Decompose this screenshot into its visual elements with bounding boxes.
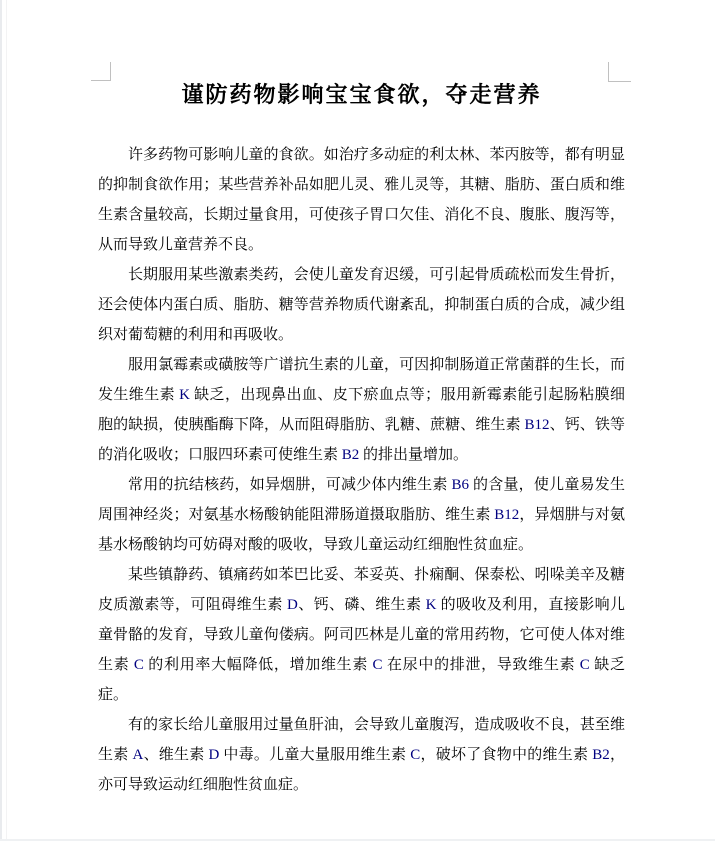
page-left-edge-strip [0, 0, 2, 841]
paragraph [98, 140, 625, 260]
document-content [98, 0, 625, 800]
cjk-text-run: 、维生素 [143, 747, 209, 763]
latin-text-run: D [208, 747, 220, 763]
latin-text-run: D [286, 597, 298, 613]
cjk-text-run: ，破坏了食物中的维生素 [420, 747, 593, 763]
cjk-text-run: 、钙、铁等的消化吸收；口服四环素可使维生素 [98, 417, 625, 463]
paragraph [98, 350, 625, 470]
cjk-text-run: 有的家长给儿童服用过量鱼肝油，会导致儿童腹泻，造成吸收不良，甚至维生素 [98, 717, 625, 763]
latin-text-run: B12 [524, 417, 550, 433]
cjk-text-run: ，亦可导致运动红细胞性贫血症。 [98, 747, 625, 793]
cjk-text-run: 长期服用某些激素类药，会使儿童发育迟缓，可引起骨质疏松而发生骨折，还会使体内蛋白质、脂肪、糖等营养物质代谢紊乱，抑制蛋白质的合成，减少组织对葡萄糖的利用和再吸收。 [98, 267, 625, 343]
cjk-text-run: 、钙、磷、维生素 [297, 597, 426, 613]
latin-text-run: K [179, 387, 190, 403]
paragraph [98, 560, 625, 710]
cjk-text-run: 服用氯霉素或磺胺等广谱抗生素的儿童，可因抑制肠道正常菌群的生长，而发生维生素 [98, 357, 625, 403]
cjk-text-run: 常用的抗结核药，如异烟肼，可减少体内维生素 [128, 477, 452, 493]
latin-text-run: K [425, 597, 437, 613]
paragraph [98, 470, 625, 560]
latin-text-run: B6 [451, 477, 470, 493]
cjk-text-run: 许多药物可影响儿童的食欲。如治疗多动症的利太林、苯丙胺等，都有明显的抑制食欲作用；某些营养补品如肥儿灵、雅儿灵等，其糖、脂肪、蛋白质和维生素含量较高，长期过量食用，可使孩子胃口欠佳、消化不良、腹胀、腹泻等，从而导致儿童营养不良。 [98, 147, 625, 253]
latin-text-run: C [410, 747, 421, 763]
cjk-text-run: 的利用率大幅降低，增加维生素 [143, 657, 373, 673]
cjk-text-run: 的排出量增加。 [359, 447, 469, 463]
cjk-text-run: 的吸收及利用，直接影响儿童骨骼的发育，导致儿童佝偻病。阿司匹林是儿童的常用药物，它可使人体对维生素 [98, 597, 625, 673]
document-title: 谨防药物影响宝宝食欲，夺走营养 [181, 82, 542, 107]
latin-text-run: C [372, 657, 383, 673]
latin-text-run: A [132, 747, 144, 763]
latin-text-run: C [579, 657, 590, 673]
cjk-text-run: 的含量，使儿童易发生周围神经炎；对氨基水杨酸钠能阻滞肠道摄取脂肪、维生素 [98, 477, 625, 523]
cjk-text-run: 中毒。儿童大量服用维生素 [219, 747, 411, 763]
latin-text-run: C [133, 657, 144, 673]
latin-text-run: B2 [341, 447, 360, 463]
latin-text-run: B2 [592, 747, 610, 763]
paragraph [98, 710, 625, 800]
cjk-text-run: 某些镇静药、镇痛药如苯巴比妥、苯妥英、扑痫酮、保泰松、吲哚美辛及糖皮质激素等，可阻碍维生素 [98, 567, 625, 613]
paragraph [98, 260, 625, 350]
cjk-text-run: 缺乏症。 [98, 657, 625, 703]
document-body [98, 140, 625, 800]
latin-text-run: B12 [494, 507, 520, 523]
page-left-border-line [6, 0, 7, 841]
cjk-text-run: 在尿中的排泄，导致维生素 [382, 657, 580, 673]
cjk-text-run: 缺乏，出现鼻出血、皮下瘀血点等；服用新霉素能引起肠粘膜细胞的缺损，使胰酯酶下降，从而阻碍脂肪、乳糖、蔗糖、维生素 [98, 387, 625, 433]
cjk-text-run: ，异烟肼与对氨基水杨酸钠均可妨碍对酸的吸收，导致儿童运动红细胞性贫血症。 [98, 507, 625, 553]
